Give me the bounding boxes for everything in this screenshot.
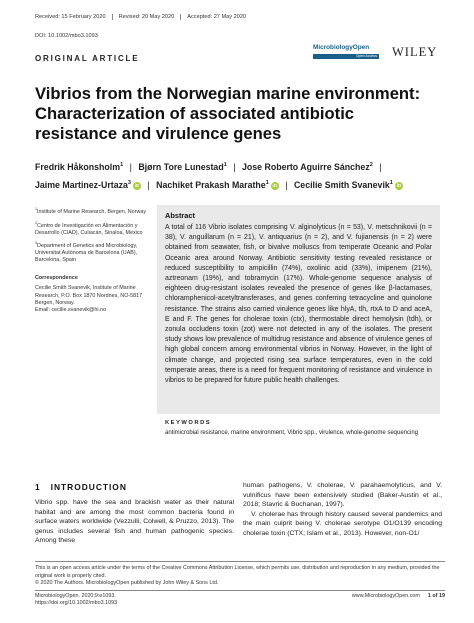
- intro-paragraph: human pathogens, V. cholerae, V. parahaemolyticus, and V. vulnificus have been extensively studied (Baker-Austin et al., 2018; Stavric & Buchanan, 1997).: [243, 482, 442, 509]
- article-type: ORIGINAL ARTICLE: [35, 54, 140, 63]
- author-line-2: Jaime Martinez-Urtaza$^3$ iD | Nachiket Prakash Marathe$^1$ iD | Cecilie Smith Svanevik$^1$ iD: [35, 179, 402, 190]
- keywords-text: antimicrobial resistance, marine environment, Vibrio spp., virulence, whole-genome sequencing: [165, 430, 419, 436]
- keywords-heading: KEYWORDS: [165, 420, 212, 426]
- correspondence-email[interactable]: Email: cecilie.svanevik@hi.no: [35, 306, 107, 313]
- page-number: 1 of 19: [427, 593, 445, 599]
- abstract-text: A total of 116 Vibrio isolates comprising V. alginolyticus (n = 53), V. metschnikovii (n = 38), V. anguillarum (n = 21), V. antiquarius (n = 2), and V. fujianensis (n = 2) were obtained from seawater, fish, or bivalve molluscs from temperate Oceanic and Polar Oceanic area around Norway. Antibiotic sensitivity testing revealed resistance or reduced susceptibility to ampicillin (74%), oxolinic acid (33%), imipenem (21%), aztreonam (19%), and tobramycin (17%). Whole-genome sequence analysis of eighteen drug-resistant isolates revealed the presence of genes like β-lactamases, chloramphenicol-acetyltransferases, and genes conferring tetracycline and quinolone resistance. The strains also carried virulence genes like hlyA, tlh, rtxA to D and aceA, E and F. The genes for cholerae toxin (ctx), thermostable direct hemolysin (tdh), or zonula occludens toxin (zot) were not detected in any of the isolates. The present study shows low prevalence of multidrug resistance and absence of virulence genes of high global concern among environmental vibrios in Norway. However, in the light of climate change, and projected rising sea surface temperatures, even in the cold temperate areas, there is a need for frequent monitoring of resistance and virulence in vibrios to be prepared for future public health challenges.: [165, 224, 432, 385]
- author-name[interactable]: Nachiket Prakash Marathe: [156, 179, 266, 190]
- orcid-icon[interactable]: iD: [134, 182, 140, 188]
- affiliation-3: $^3$Department of Genetics and Microbiology, Universitat Autònoma de Barcelona (UAB), Barcelona, Spain: [35, 241, 138, 264]
- affiliation-2: $^2$Centro de Investigación en Alimentación y Desarrollo (CIAD), Culiacán, Sinaloa, Mexico: [35, 220, 143, 236]
- intro-paragraph: V. cholerae has through history caused several pandemics and the main culprit being V. cholerae serotype O1/O139 encoding cholerae toxin (CTX; Islam et al., 2013). However, non-O1/: [243, 510, 442, 537]
- section-title: INTRODUCTION: [50, 482, 127, 492]
- journal-name: MicrobiologyOpen: [313, 44, 370, 51]
- article-title: Vibrios from the Norwegian marine environment: Characterization of associated antibiotic resistance and virulence genes: [35, 84, 421, 143]
- author-name[interactable]: Fredrik Håkonsholm: [35, 161, 121, 172]
- article-dates: [35, 14, 252, 20]
- section-heading-introduction: [35, 482, 127, 492]
- intro-right-column: [243, 481, 442, 539]
- correspondence-heading: Correspondence: [35, 274, 78, 281]
- footer-site-link[interactable]: www.MicrobiologyOpen.com: [351, 593, 420, 599]
- correspondence-text: Cecilie Smith Svanevik, Institute of Marine Research, P.O. Box 1870 Nordnes, NO-5817 Bergen, Norway. Email: cecilie.svanevik@hi.no: [35, 285, 143, 313]
- doi[interactable]: DOI: 10.1002/mbo3.1093: [35, 33, 98, 39]
- author-name[interactable]: Cecilie Smith Svanevik: [293, 179, 390, 190]
- accepted-date: Accepted: 27 May 2020: [180, 14, 252, 20]
- footer-right: [352, 593, 445, 600]
- journal-logo: [313, 44, 379, 68]
- affiliation-1: $^1$Institute of Marine Research, Bergen, Norway: [35, 207, 147, 215]
- intro-paragraph: Vibrio spp. have the sea and brackish water as their natural habitat and are among the most common bacteria found in surface waters worldwide (Vezzulli, Colwell, & Pruzzo, 2013). The genus includes several fish and human pathogenic species. Among these: [35, 499, 234, 545]
- orcid-icon[interactable]: iD: [396, 182, 402, 188]
- affiliations: [35, 206, 155, 318]
- footer-doi-link[interactable]: https://doi.org/10.1002/mbo3.1093: [35, 600, 118, 607]
- license-notice: [35, 561, 445, 588]
- received-date: Received: 15 February 2020: [35, 14, 106, 20]
- section-number: 1: [35, 482, 41, 492]
- revised-date: Revised: 20 May 2020: [112, 14, 181, 20]
- page-footer: [35, 590, 445, 608]
- author-name[interactable]: Bjørn Tore Lunestad: [138, 161, 224, 172]
- author-name[interactable]: Jaime Martinez-Urtaza: [35, 179, 128, 190]
- abstract-heading: Abstract: [165, 211, 195, 220]
- keywords-section: [165, 420, 435, 437]
- orcid-icon[interactable]: iD: [272, 182, 278, 188]
- intro-left-column: [35, 498, 234, 546]
- journal-bar-text: Open Access: [355, 53, 377, 58]
- author-name[interactable]: Jose Roberto Aguirre Sánchez: [241, 161, 370, 172]
- author-line-1: Fredrik Håkonsholm$^1$ | Bjørn Tore Lunestad$^1$ | Jose Roberto Aguirre Sánchez$^2$ |: [35, 161, 382, 172]
- author-list: [35, 157, 445, 193]
- footer-citation: MicrobiologyOpen. 2020;9:e1093.: [35, 593, 116, 599]
- abstract-box: [157, 205, 440, 414]
- journal-bar: [313, 54, 379, 59]
- publisher-logo: WILEY: [392, 45, 438, 59]
- license-text: This is an open access article under the terms of the Creative Commons Attribution License, which permits use, distribution and reproduction in any medium, provided the original work is properly cited.: [35, 565, 440, 579]
- copyright-text: © 2020 The Authors. MicrobiologyOpen published by John Wiley & Sons Ltd.: [35, 580, 219, 587]
